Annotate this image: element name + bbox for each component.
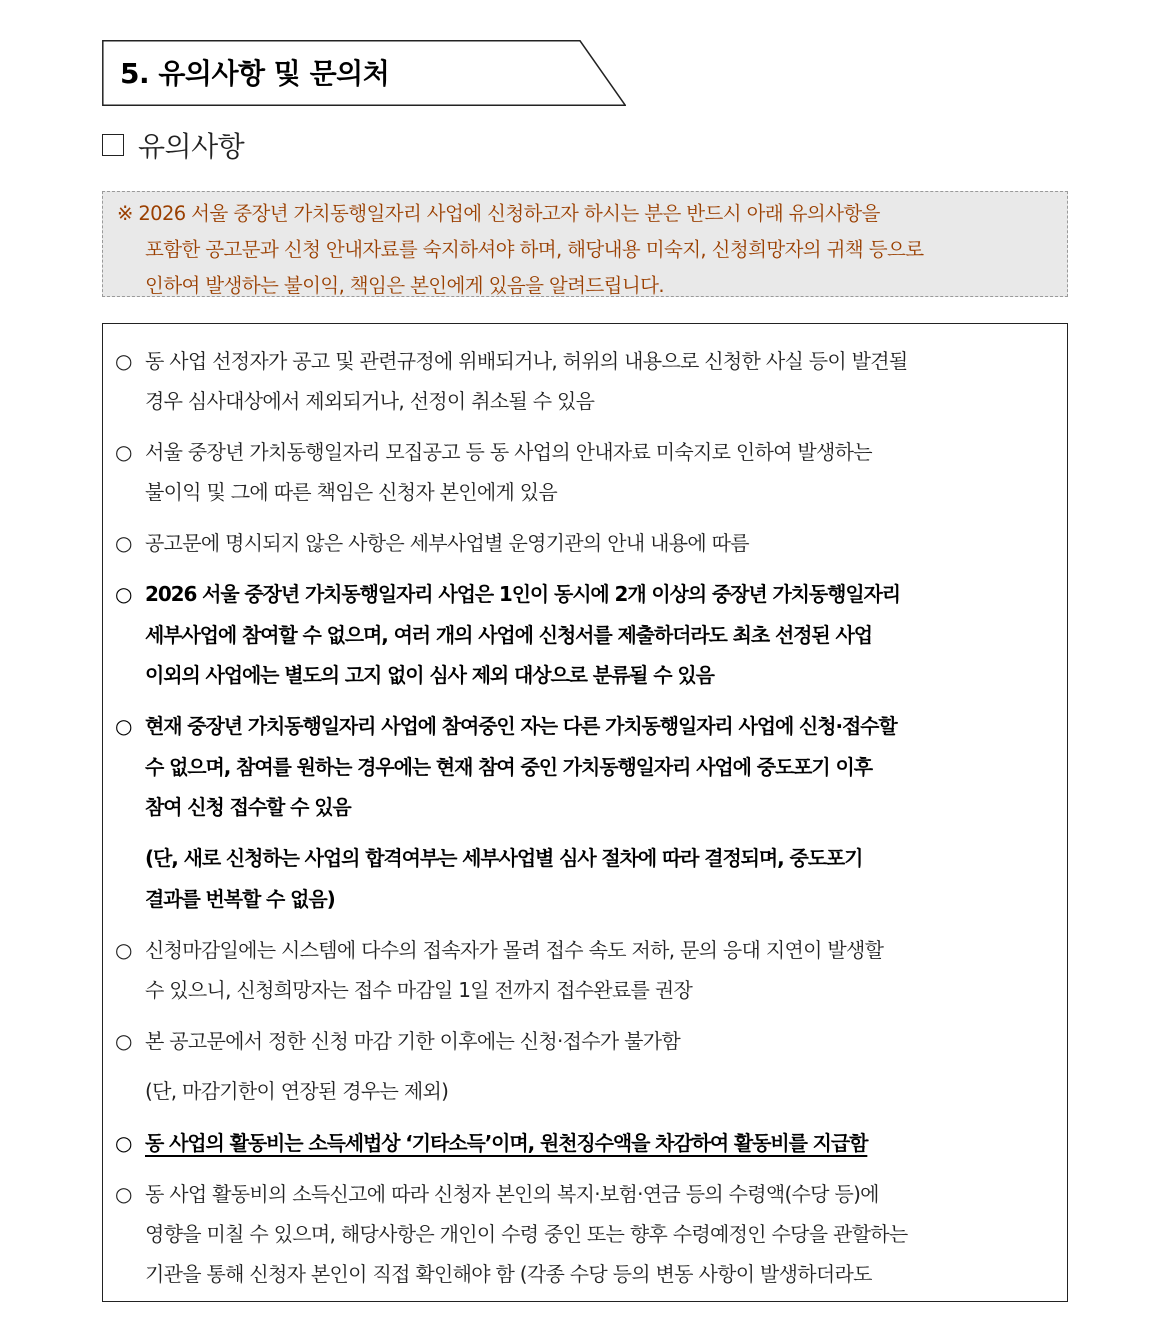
list-item: ○ 본 공고문에서 정한 신청 마감 기한 이후에는 신청·접수가 불가함 — [115, 1021, 1057, 1061]
list-item-cont: 불이익 및 그에 따른 책임은 신청자 본인에게 있음 — [145, 480, 558, 504]
circle-bullet-icon: ○ — [115, 349, 132, 373]
section-title-box — [102, 40, 626, 106]
circle-bullet-icon: ○ — [115, 1029, 132, 1053]
circle-bullet-icon: ○ — [115, 440, 132, 464]
underlined-text: 동 사업의 활동비는 소득세법상 ‘기타소득’이며, 원천징수액을 차감하여 활동비를 지급함 — [145, 1131, 868, 1155]
list-item: ○ 현재 중장년 가치동행일자리 사업에 참여중인 자는 다른 가치동행일자리 사업에 신청·접수할 — [115, 706, 1057, 746]
list-item: ○ 동 사업 활동비의 소득신고에 따라 신청자 본인의 복지·보험·연금 등의 수령액(수당 등)에 — [115, 1174, 1057, 1214]
circle-bullet-icon: ○ — [115, 531, 132, 555]
list-item: ○ 2026 서울 중장년 가치동행일자리 사업은 1인이 동시에 2개 이상의 중장년 가치동행일자리 — [115, 574, 1057, 614]
list-item-cont: 세부사업에 참여할 수 없으며, 여러 개의 사업에 신청서를 제출하더라도 최초 선정된 사업 — [145, 623, 872, 647]
circle-bullet-icon: ○ — [115, 714, 132, 738]
list-item-note: (단, 마감기한이 연장된 경우는 제외) — [145, 1079, 449, 1103]
list-item-cont: 기관을 통해 신청자 본인이 직접 확인해야 함 (각종 수당 등의 변동 사항이 발생하더라도 — [145, 1262, 872, 1286]
notice-line: ※ 2026 서울 중장년 가치동행일자리 사업에 신청하고자 하시는 분은 반드시 아래 유의사항을 — [117, 202, 880, 225]
notice-line: 포함한 공고문과 신청 안내자료를 숙지하셔야 하며, 해당내용 미숙지, 신청희망자의 귀책 등으로 — [145, 238, 924, 261]
list-item-cont: 영향을 미칠 수 있으며, 해당사항은 개인이 수령 중인 또는 향후 수령예정인 수당을 관할하는 — [145, 1222, 908, 1246]
list-item-cont: 수 없으며, 참여를 원하는 경우에는 현재 참여 중인 가치동행일자리 사업에 중도포기 이후 — [145, 755, 872, 779]
circle-bullet-icon: ○ — [115, 1131, 132, 1155]
circle-bullet-icon: ○ — [115, 1182, 132, 1206]
section-title: 5. 유의사항 및 문의처 — [120, 57, 390, 90]
list-item-note: 결과를 번복할 수 없음) — [145, 887, 335, 911]
notice-box — [102, 191, 1068, 297]
list-item-cont: 이외의 사업에는 별도의 고지 없이 심사 제외 대상으로 분류될 수 있음 — [145, 663, 714, 687]
circle-bullet-icon: ○ — [115, 938, 132, 962]
list-item-note: (단, 새로 신청하는 사업의 합격여부는 세부사업별 심사 절차에 따라 결정되며, 중도포기 — [145, 846, 863, 870]
list-item: ○ 동 사업 선정자가 공고 및 관련규정에 위배되거나, 허위의 내용으로 신청한 사실 등이 발견될 — [115, 341, 1057, 381]
list-item: ○ 신청마감일에는 시스템에 다수의 접속자가 몰려 접수 속도 저하, 문의 응대 지연이 발생할 — [115, 930, 1057, 970]
list-item-cont: 참여 신청 접수할 수 있음 — [145, 795, 351, 819]
subsection-label: 유의사항 — [138, 130, 245, 163]
list-item — [115, 1123, 1057, 1163]
list-item-cont: 수 있으니, 신청희망자는 접수 마감일 1일 전까지 접수완료를 권장 — [145, 978, 693, 1002]
subsection-heading — [102, 125, 244, 165]
precautions-list-box — [102, 323, 1068, 1302]
checkbox-square-icon — [102, 134, 124, 156]
list-item: ○ 서울 중장년 가치동행일자리 모집공고 등 동 사업의 안내자료 미숙지로 인하여 발생하는 — [115, 432, 1057, 472]
notice-line: 인하여 발생하는 불이익, 책임은 본인에게 있음을 알려드립니다. — [145, 274, 664, 297]
circle-bullet-icon: ○ — [115, 582, 132, 606]
list-item-cont: 경우 심사대상에서 제외되거나, 선정이 취소될 수 있음 — [145, 389, 595, 413]
list-item: ○ 공고문에 명시되지 않은 사항은 세부사업별 운영기관의 안내 내용에 따름 — [115, 523, 1057, 563]
